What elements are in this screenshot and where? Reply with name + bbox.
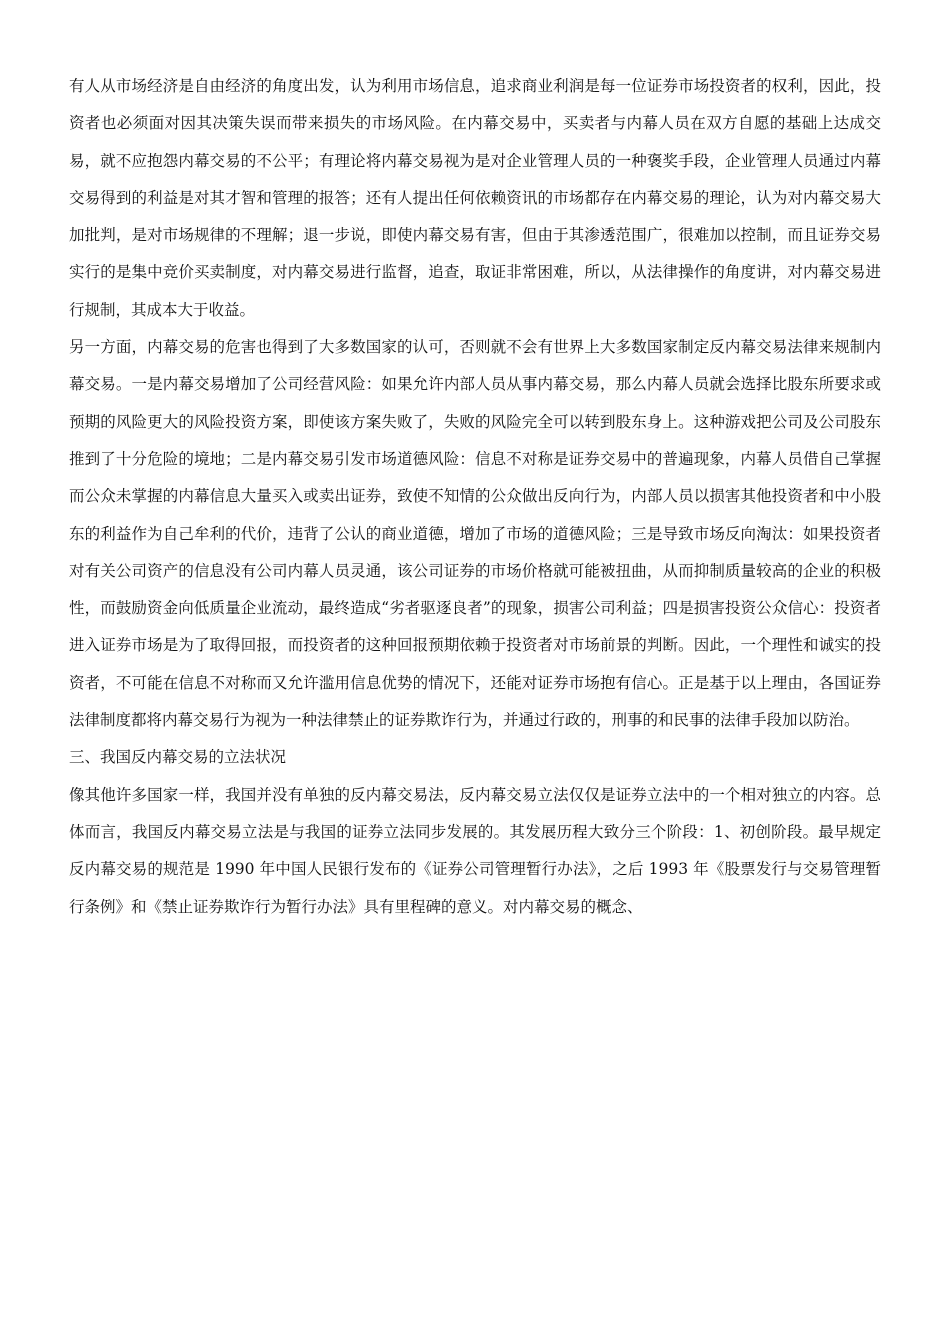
- body-paragraph-1: 有人从市场经济是自由经济的角度出发，认为利用市场信息，追求商业利润是每一位证券市场投资者的权利，因此，投资者也必须面对因其决策失误而带来损失的市场风险。在内幕交易中，买卖者与内幕人员在双方自愿的基础上达成交易，就不应抱怨内幕交易的不公平；有理论将内幕交易视为是对企业管理人员的一种褒奖手段，企业管理人员通过内幕交易得到的利益是对其才智和管理的报答；还有人提出任何依赖资讯的市场都存在内幕交易的理论，认为对内幕交易大加批判，是对市场规律的不理解；退一步说，即使内幕交易有害，但由于其渗透范围广，很难加以控制，而且证券交易实行的是集中竞价买卖制度，对内幕交易进行监督，追查，取证非常困难，所以，从法律操作的角度讲，对内幕交易进行规制，其成本大于收益。: [69, 77, 881, 319]
- body-paragraph-2: 另一方面，内幕交易的危害也得到了大多数国家的认可，否则就不会有世界上大多数国家制定反内幕交易法律来规制内幕交易。一是内幕交易增加了公司经营风险：如果允许内部人员从事内幕交易，那么内幕人员就会选择比股东所要求或预期的风险更大的风险投资方案，即使该方案失败了，失败的风险完全可以转到股东身上。这种游戏把公司及公司股东推到了十分危险的境地；二是内幕交易引发市场道德风险：信息不对称是证券交易中的普遍现象，内幕人员借自己掌握而公众未掌握的内幕信息大量买入或卖出证券，致使不知情的公众做出反向行为，内部人员以损害其他投资者和中小股东的利益作为自己牟利的代价，违背了公认的商业道德，增加了市场的道德风险；三是导致市场反向淘汰：如果投资者对有关公司资产的信息没有公司内幕人员灵通，该公司证券的市场价格就可能被扭曲，从而抑制质量较高的企业的积极性，而鼓励资金向低质量企业流动，最终造成“劣者驱逐良者”的现象，损害公司利益；四是损害投资公众信心：投资者进入证券市场是为了取得回报，而投资者的这种回报预期依赖于投资者对市场前景的判断。因此，一个理性和诚实的投资者，不可能在信息不对称而又允许滥用信息优势的情况下，还能对证券市场抱有信心。正是基于以上理由，各国证券法律制度都将内幕交易行为视为一种法律禁止的证券欺诈行为，并通过行政的，刑事的和民事的法律手段加以防治。: [69, 338, 881, 730]
- section-heading: 三、我国反内幕交易的立法状况: [69, 748, 287, 767]
- document-body: [69, 68, 881, 926]
- body-paragraph-3: 像其他许多国家一样，我国并没有单独的反内幕交易法，反内幕交易立法仅仅是证券立法中的一个相对独立的内容。总体而言，我国反内幕交易立法是与我国的证券立法同步发展的。其发展历程大致分三个阶段：1、初创阶段。最早规定反内幕交易的规范是 1990 年中国人民银行发布的《证券公司管理暂行办法》，之后 1993 年《股票发行与交易管理暂行条例》和《禁止证券欺诈行为暂行办法》具有里程碑的意义。对内幕交易的概念、: [69, 785, 881, 916]
